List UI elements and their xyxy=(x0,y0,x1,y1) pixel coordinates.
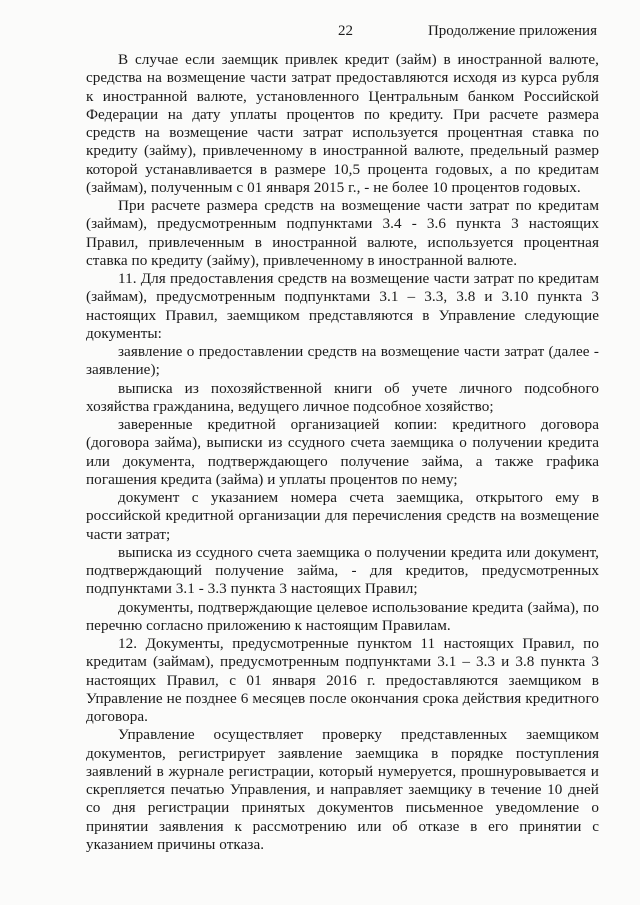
paragraph-foreign-currency: В случае если заемщик привлек кредит (займ) в иностранной валюте, средства на возмещение части затрат предоставляются исходя из курса рубля к иностранной валюте, установленного Центральным банком Российской Федерации на дату уплаты процентов по кредиту. При расчете размера средств на возмещение части затрат используется процентная ставка по кредиту (займу), привлеченному в иностранной валюте, предельный размер которой устанавливается в размере 10,5 процента годовых, а по кредитам (займам), полученным с 01 января 2015 г., - не более 10 процентов годовых. xyxy=(86,51,599,196)
paragraph-12: 12. Документы, предусмотренные пунктом 11 настоящих Правил, по кредитам (займам), предусмотренным подпунктами 3.1 – 3.3 и 3.8 пункта 3 настоящих Правил, с 01 января 2016 г. предоставляются заемщиком в Управление не позднее 6 месяцев после окончания срока действия кредитного договора. xyxy=(86,635,599,725)
paragraph-foreign-currency-rate: При расчете размера средств на возмещение части затрат по кредитам (займам), предусмотренным подпунктами 3.4 - 3.6 пункта 3 настоящих Правил, привлеченным в иностранной валюте, используется процентная ставка по кредиту (займу), привлеченному в иностранной валюте. xyxy=(86,197,599,269)
continuation-note: Продолжение приложения xyxy=(427,23,597,39)
paragraph-11: 11. Для предоставления средств на возмещение части затрат по кредитам (займам), предусмотренным подпунктами 3.1 – 3.3, 3.8 и 3.10 пункта 3 настоящих Правил, заемщиком представляются в Управление следующие документы: xyxy=(86,270,599,342)
list-item-account-document: документ с указанием номера счета заемщика, открытого ему в российской кредитной организации для перечисления средств на возмещение части затрат; xyxy=(86,489,599,543)
list-item-certified-copies: заверенные кредитной организацией копии: кредитного договора (договора займа), выписки из ссудного счета заемщика о получении кредита или документа, подтверждающего получение займа, а также графика погашения кредита (займа) и уплаты процентов по нему; xyxy=(86,416,599,488)
list-item-targeted-use-documents: документы, подтверждающие целевое использование кредита (займа), по перечню согласно приложению к настоящим Правилам. xyxy=(86,598,599,634)
page-header xyxy=(0,23,640,45)
list-item-application: заявление о предоставлении средств на возмещение части затрат (далее - заявление); xyxy=(86,343,599,379)
list-item-household-extract: выписка из похозяйственной книги об учете личного подсобного хозяйства гражданина, ведущего личное подсобное хозяйство; xyxy=(86,379,599,415)
document-body xyxy=(86,51,599,854)
page-number: 22 xyxy=(338,23,353,39)
list-item-loan-account-extract: выписка из ссудного счета заемщика о получении кредита или документ, подтверждающий получение займа, - для кредитов, предусмотренных подпунктами 3.1 - 3.3 пункта 3 настоящих Правил; xyxy=(86,543,599,598)
paragraph-verification: Управление осуществляет проверку представленных заемщиком документов, регистрирует заявление заемщика в порядке поступления заявлений в журнале регистрации, который нумеруется, прошнуровывается и скрепляется печатью Управления, и направляет заемщику в течение 10 дней со дня регистрации принятых документов письменное уведомление о принятии заявления к рассмотрению или об отказе в его принятии с указанием причины отказа. xyxy=(86,726,599,853)
